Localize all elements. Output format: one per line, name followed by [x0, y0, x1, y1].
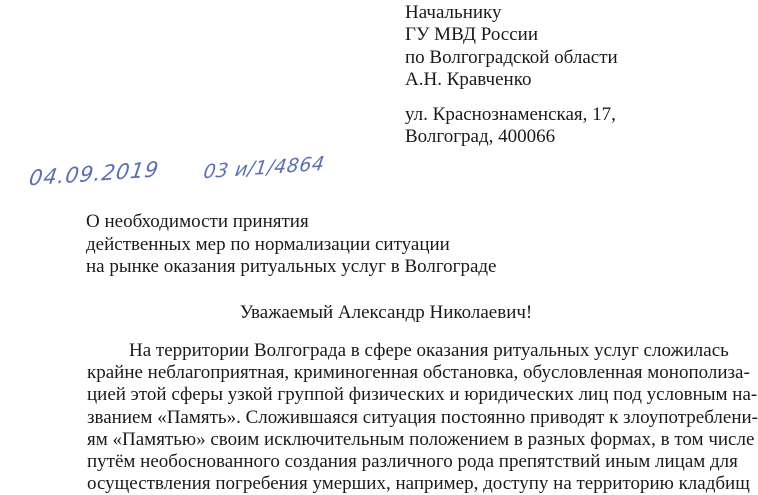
subject-line: О необходимости принятия — [86, 211, 309, 232]
addressee-block — [405, 2, 618, 92]
greeting: Уважаемый Александр Николаевич! — [239, 302, 533, 323]
body-line: званием «Память». Сложившаяся ситуация постоянно приводят к злоупотреблени- — [87, 406, 758, 428]
addressee-line: А.Н. Кравченко — [405, 69, 532, 91]
handwritten-registration-stamp — [27, 151, 332, 192]
address-line: ул. Краснознаменская, 17, — [405, 104, 616, 125]
body-line: крайне неблагоприятная, криминогенная обстановка, обусловленная монополиза- — [87, 362, 750, 384]
handwritten-number: 03 и/1/4864 — [202, 151, 327, 184]
body-line: осуществления погребения умерших, например, доступу на территорию кладбищ — [87, 473, 750, 495]
subject-line: действенных мер по нормализации ситуации — [86, 233, 450, 255]
subject-block — [86, 211, 497, 279]
handwritten-date: 04.09.2019 — [27, 157, 161, 192]
body-line: цией этой сферы узкой группой физических и юридических лиц под условным на- — [87, 384, 758, 406]
body-line: путём необоснованного создания различного рода препятствий иным лицам для — [87, 451, 738, 473]
subject-line: на рынке оказания ритуальных услуг в Волгограде — [86, 256, 497, 277]
addressee-line: ГУ МВД России — [405, 24, 539, 46]
addressee-line: Начальнику — [405, 2, 502, 23]
addressee-line: по Волгоградской области — [405, 46, 618, 68]
body-line: ям «Памятью» своим исключительным положением в разных формах, в том числе — [87, 428, 755, 450]
body-paragraph — [87, 340, 758, 495]
body-line: На территории Волгограда в сфере оказания ритуальных услуг сложилась — [129, 340, 729, 361]
address-line: Волгоград, 400066 — [405, 126, 556, 148]
address-block — [405, 104, 616, 149]
